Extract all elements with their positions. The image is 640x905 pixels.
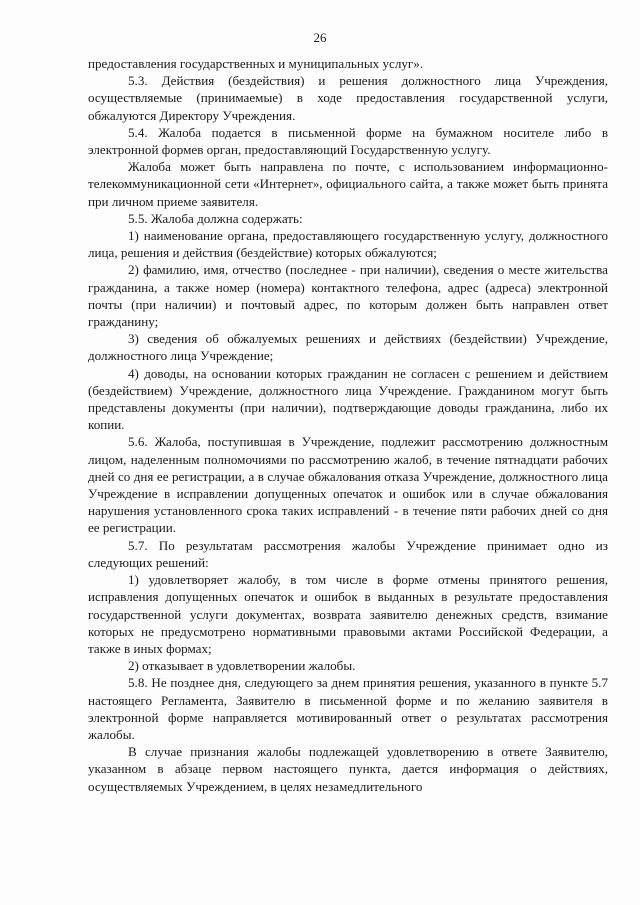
list-item: 4) доводы, на основании которых гражданин не согласен с решением и действием (бездействием) Учреждение, должностного лица Учреждение. Гражданином могут быть представлены документы (при наличии), подтверждающие доводы гражданина, либо их копии. [88,365,608,433]
list-item: 2) отказывает в удовлетворении жалобы. [128,658,356,674]
paragraph: Жалоба может быть направлена по почте, с использованием информационно-телекоммуникационной сети «Интернет», официального сайта, а также может быть принята при личном приеме заявителя. [88,159,608,209]
list-item: 3) сведения об обжалуемых решениях и действиях (бездействии) Учреждение, должностного лица Учреждение; [88,331,608,364]
paragraph: 5.6. Жалоба, поступившая в Учреждение, подлежит рассмотрению должностным лицом, наделенным полномочиями по рассмотрению жалоб, в течение пятнадцати рабочих дней со дня ее регистрации, а в случае обжалования отказа Учреждение, должностного лица Учреждение в исправлении допущенных опечаток и ошибок или в случае обжалования нарушения установленного срока таких исправлений - в течение пяти рабочих дней со дня ее регистрации. [88,434,608,536]
paragraph: В случае признания жалобы подлежащей удовлетворению в ответе Заявителю, указанном в абзаце первом настоящего пункта, дается информация о действиях, осуществляемых Учреждением, в целях незамедлительного [88,744,608,794]
page-number: 26 [313,30,327,45]
document-body [88,55,608,795]
paragraph: 5.5. Жалоба должна содержать: [128,210,303,226]
list-item: 1) наименование органа, предоставляющего государственную услугу, должностного лица, решения и действия (бездействие) которых обжалуются; [88,228,608,261]
list-item: 1) удовлетворяет жалобу, в том числе в форме отмены принятого решения, исправления допущенных опечаток и ошибок в выданных в результате предоставления государственной услуги документах, возврата заявителю денежных средств, взимание которых не предусмотрено нормативными правовыми актами Российской Федерации, а также в иных формах; [88,572,608,656]
paragraph: 5.4. Жалоба подается в письменной форме на бумажном носителе либо в электронной формев орган, предоставляющий Государственную услугу. [88,124,608,158]
paragraph: 5.7. По результатам рассмотрения жалобы Учреждение принимает одно из следующих решений: [88,537,608,570]
paragraph: 5.3. Действия (бездействия) и решения должностного лица Учреждения, осуществляемые (принимаемые) в ходе предоставления государственной услуги, обжалуются Директору Учреждения. [88,73,608,123]
paragraph: 5.8. Не позднее дня, следующего за днем принятия решения, указанного в пункте 5.7 настоящего Регламента, Заявителю в письменной форме и по желанию заявителя в электронной форме направляется мотивированный ответ о результатах рассмотрения жалобы. [88,675,608,742]
list-item: 2) фамилию, имя, отчество (последнее - при наличии), сведения о месте жительства гражданина, а также номер (номера) контактного телефона, адрес (адреса) электронной почты (при наличии) и почтовый адрес, по которым должен быть направлен ответ гражданину; [88,262,608,330]
paragraph: предоставления государственных и муниципальных услуг». [88,56,424,71]
